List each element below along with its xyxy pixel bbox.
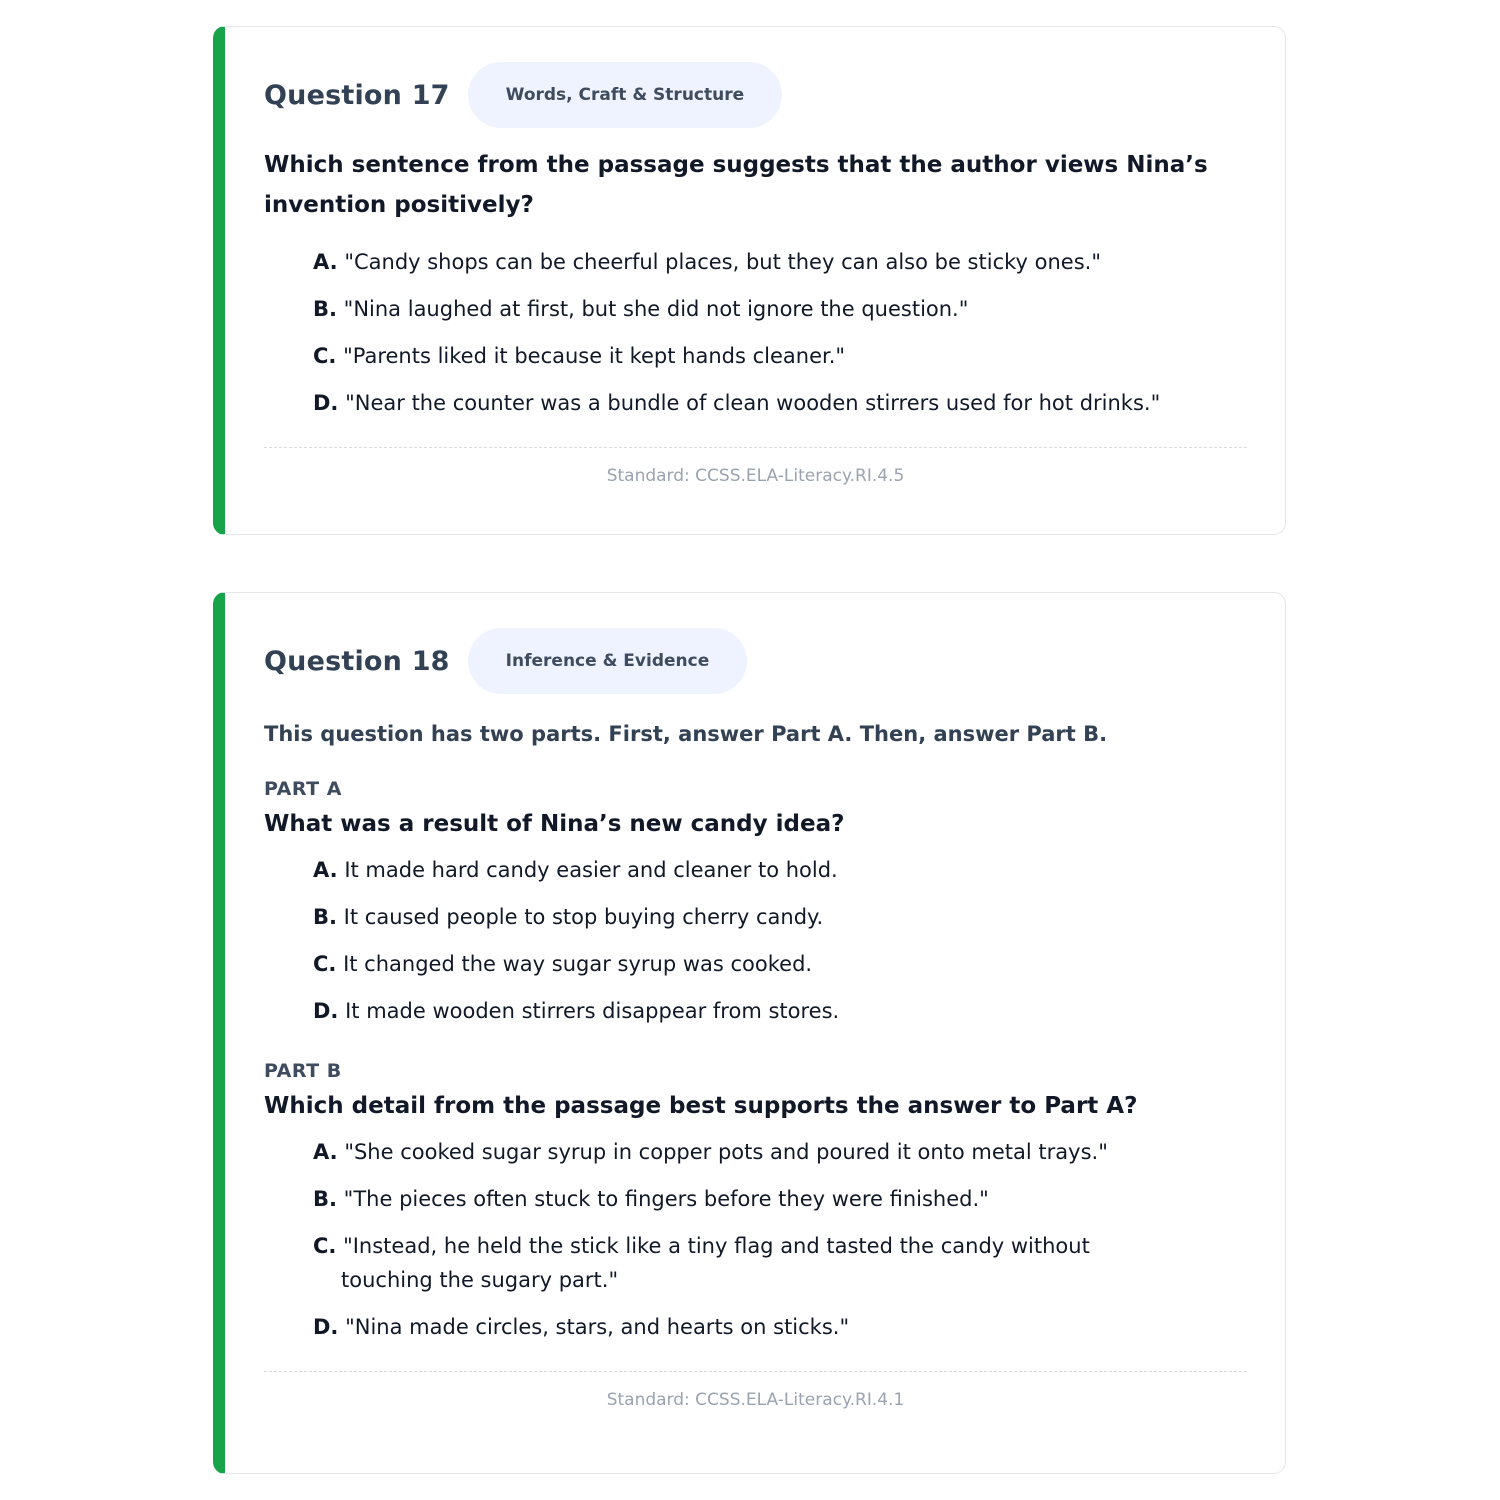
part-a-options [264, 853, 1247, 1028]
category-badge: Words, Craft & Structure [468, 62, 782, 128]
answer-option-c[interactable]: C. "Parents liked it because it kept hands cleaner." [313, 344, 846, 368]
part-b-prompt: Which detail from the passage best supports the answer to Part A? [264, 1093, 1138, 1119]
standard-label: Standard: CCSS.ELA-Literacy.RI.4.5 [606, 466, 905, 486]
part-b-option-a[interactable]: A. "She cooked sugar syrup in copper pots and poured it onto metal trays." [313, 1140, 1108, 1164]
part-a-option-b[interactable]: B. It caused people to stop buying cherry candy. [313, 905, 824, 929]
divider [264, 447, 1247, 448]
answer-option-a[interactable]: A. "Candy shops can be cheerful places, but they can also be sticky ones." [313, 250, 1101, 274]
part-a-label: PART A [264, 778, 342, 800]
standard-label: Standard: CCSS.ELA-Literacy.RI.4.1 [606, 1390, 905, 1410]
part-b-option-c[interactable]: C. "Instead, he held the stick like a tiny flag and tasted the candy without touching the sugary part." [313, 1234, 1090, 1292]
divider [264, 1371, 1247, 1372]
two-part-instructions: This question has two parts. First, answer Part A. Then, answer Part B. [264, 722, 1108, 746]
question-18-card [213, 592, 1286, 1474]
question-prompt: Which sentence from the passage suggests that the author views Nina’s invention positively? [264, 152, 1208, 218]
part-b-options [264, 1135, 1247, 1344]
answer-option-b[interactable]: B. "Nina laughed at first, but she did not ignore the question." [313, 297, 969, 321]
answer-options [264, 245, 1247, 420]
part-a-option-a[interactable]: A. It made hard candy easier and cleaner to hold. [313, 858, 838, 882]
question-17-card [213, 26, 1286, 535]
part-b-label: PART B [264, 1060, 342, 1082]
question-header [264, 62, 1247, 128]
part-a-option-c[interactable]: C. It changed the way sugar syrup was cooked. [313, 952, 813, 976]
question-number: Question 18 [264, 645, 450, 677]
question-header [264, 628, 1247, 694]
category-badge: Inference & Evidence [468, 628, 748, 694]
part-a-prompt: What was a result of Nina’s new candy idea? [264, 811, 845, 837]
part-a-option-d[interactable]: D. It made wooden stirrers disappear from stores. [313, 999, 840, 1023]
question-number: Question 17 [264, 79, 450, 111]
part-b-option-b[interactable]: B. "The pieces often stuck to fingers before they were finished." [313, 1187, 989, 1211]
part-b-option-d[interactable]: D. "Nina made circles, stars, and hearts on sticks." [313, 1315, 850, 1339]
answer-option-d[interactable]: D. "Near the counter was a bundle of clean wooden stirrers used for hot drinks." [313, 391, 1161, 415]
